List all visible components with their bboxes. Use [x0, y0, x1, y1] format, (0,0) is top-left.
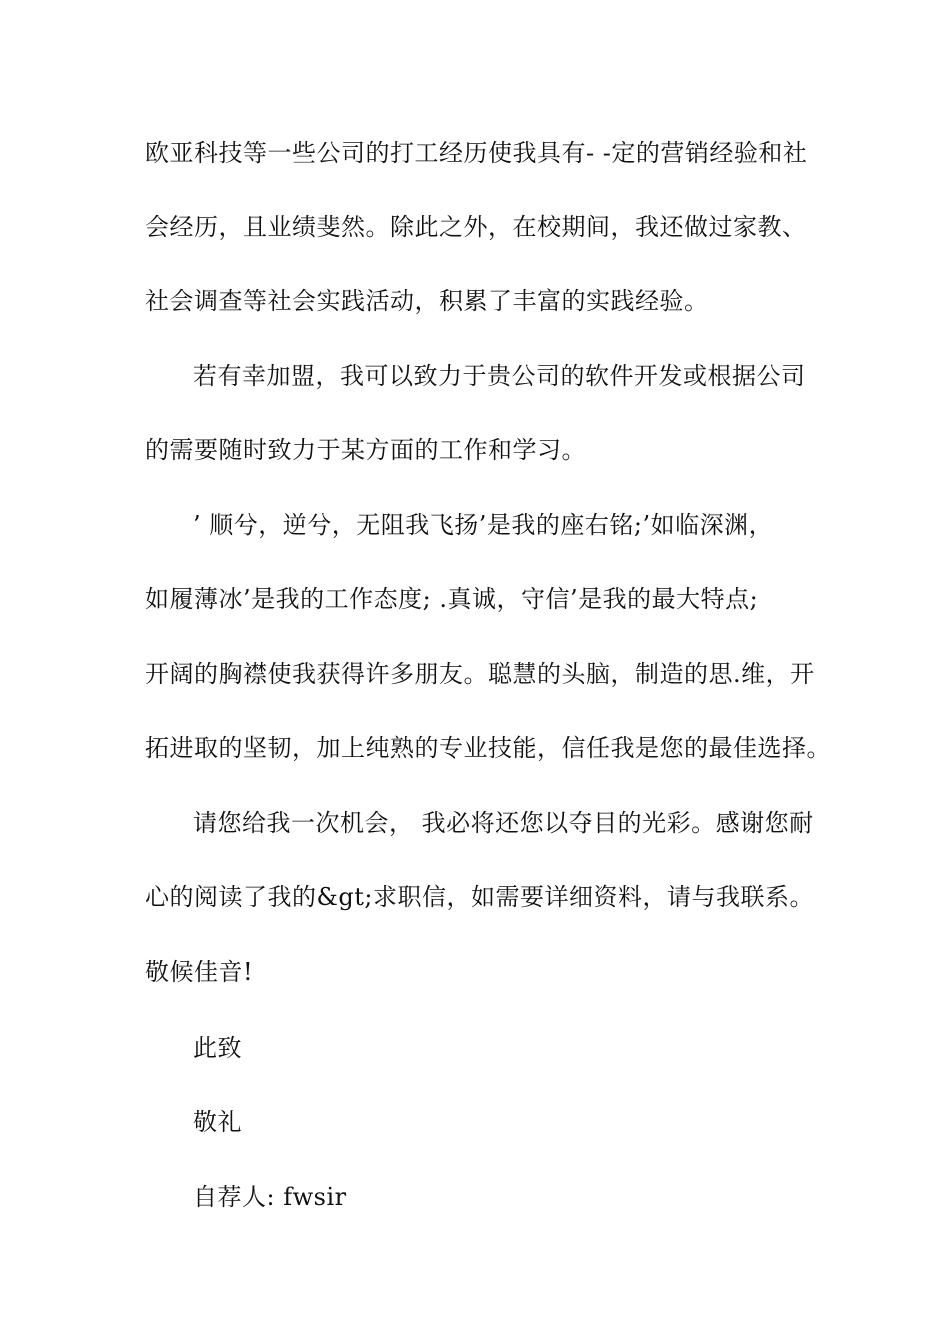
- text-line-10: 请您给我一次机会， 我必将还您以夺目的光彩。感谢您耐: [193, 809, 814, 837]
- text-line-4: 若有幸加盟，我可以致力于贵公司的软件开发或根据公司: [193, 362, 806, 390]
- closing-salutation: 此致: [193, 1034, 242, 1062]
- closing-regards: 敬礼: [193, 1108, 242, 1136]
- text-line-12: 敬候佳音!: [145, 958, 254, 986]
- text-line-7: 如履薄冰’是我的工作态度; .真诚，守信’是我的最大特点;: [145, 585, 759, 613]
- signature-line: 自荐人: fwsir: [193, 1183, 347, 1211]
- text-line-2: 会经历，且业绩斐然。除此之外，在校期间，我还做过家教、: [145, 213, 807, 241]
- text-line-1: 欧亚科技等一些公司的打工经历使我具有- -定的营销经验和社: [145, 139, 808, 167]
- text-line-9: 拓进取的坚韧，加上纯熟的专业技能，信任我是您的最佳选择。: [145, 734, 831, 762]
- text-line-11: 心的阅读了我的&gt;求职信，如需要详细资料，请与我联系。: [145, 883, 814, 911]
- text-line-3: 社会调查等社会实践活动，积累了丰富的实践经验。: [145, 287, 709, 315]
- text-line-5: 的需要随时致力于某方面的工作和学习。: [145, 436, 586, 464]
- text-line-8: 开阔的胸襟使我获得许多朋友。聪慧的头脑，制造的思.维，开: [145, 660, 815, 688]
- text-line-6: ’ 顺兮，逆兮，无阻我飞扬’是我的座右铭;’如临深渊，: [193, 511, 774, 539]
